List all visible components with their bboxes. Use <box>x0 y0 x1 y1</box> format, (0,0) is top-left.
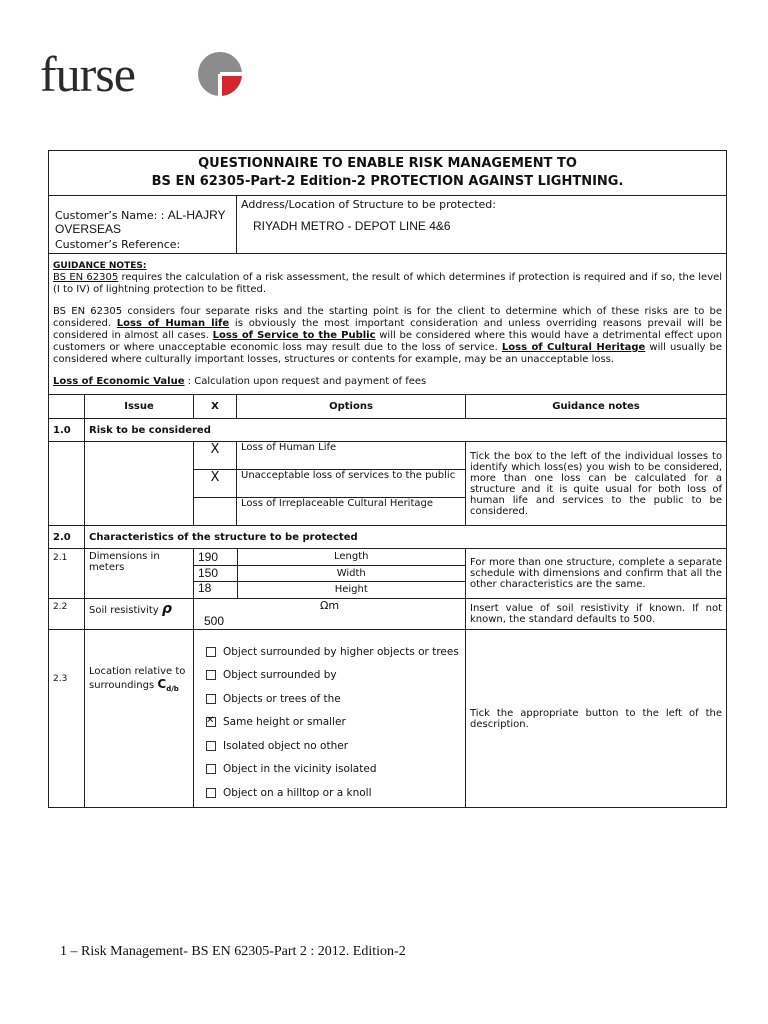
checkbox-icon[interactable] <box>206 764 216 774</box>
logo-circle-icon <box>196 50 244 98</box>
risk-option-2-mark[interactable]: X <box>194 470 237 498</box>
risk-option-3-mark[interactable] <box>194 498 237 526</box>
form-title-line1: QUESTIONNAIRE TO ENABLE RISK MANAGEMENT TO <box>198 156 577 171</box>
row-2-2-issue-cell <box>85 599 194 630</box>
header-num <box>49 395 85 419</box>
width-label: Width <box>237 566 465 582</box>
location-option-7[interactable]: Object on a hilltop or a knoll <box>206 781 461 805</box>
section-1-title: Risk to be considered <box>85 419 727 442</box>
location-option-6[interactable]: Object in the vicinity isolated <box>206 758 461 782</box>
width-value[interactable]: 150 <box>194 566 237 582</box>
customer-name-value[interactable]: AL-HAJRY OVERSEAS <box>55 208 226 236</box>
row-2-3-guidance: Tick the appropriate button to the left of the description. <box>466 630 727 808</box>
guidance-notes: GUIDANCE NOTES: BS EN 62305 requires the calculation of a risk assessment, the result of which determines if protection is required and if so, the level (I to IV) of lightning protection to be fitted. BS EN 62305 considers four separate risks and the starting point is for the client to determine which of these risks are to be considered. Loss of Human life is obviously the most important consideration and unless overriding reasons prevail will be considered in almost all cases. Loss of Service to the Public will be considered where this would have a detrimental effect upon customers or where unacceptable economic loss may result due to the loss of service. Loss of Cultural Heritage will usually be considered where culturally important losses, structures or contents for example, may be an unacceptable loss. Loss of Economic Value : Calculation upon request and payment of fees <box>49 254 727 395</box>
row-2-3-issue: Location relative to surroundings <box>89 666 186 691</box>
row-2-1-issue: Dimensions in meters <box>85 549 194 599</box>
c-subscript: d/b <box>166 685 179 693</box>
logo-wordmark: furse <box>40 46 135 102</box>
dimensions-table <box>194 549 465 598</box>
location-option-3[interactable]: Objects or trees of the <box>206 687 461 711</box>
address-label: Address/Location of Structure to be protected: <box>241 198 496 211</box>
location-option-4[interactable]: ✕ Same height or smaller <box>206 711 461 735</box>
height-value[interactable]: 18 <box>194 582 237 598</box>
section-2-row <box>49 526 727 549</box>
checkbox-icon[interactable] <box>206 694 216 704</box>
row-2-2-issue: Soil resistivity <box>89 605 159 616</box>
location-option-5[interactable]: Isolated object no other <box>206 734 461 758</box>
checkbox-icon[interactable] <box>206 647 216 657</box>
customer-reference-label: Customer’s Reference: <box>55 238 181 251</box>
page-footer: 1 – Risk Management- BS EN 62305-Part 2 : 2012. Edition-2 <box>60 944 406 959</box>
location-option-2[interactable]: Object surrounded by <box>206 664 461 688</box>
location-options <box>194 630 466 808</box>
form-title <box>49 151 727 196</box>
guidance-paragraph-3: Loss of Economic Value : Calculation upon request and payment of fees <box>53 376 427 387</box>
address-value[interactable]: RIYADH METRO - DEPOT LINE 4&6 <box>253 219 451 233</box>
risk-option-1-mark[interactable]: X <box>194 442 237 470</box>
row-2-3-issue-cell <box>85 630 194 808</box>
section-2-title: Characteristics of the structure to be protected <box>85 526 727 549</box>
row-2-2-guidance: Insert value of soil resistivity if known. If not known, the standard defaults to 500. <box>466 599 727 630</box>
customer-name-label: Customer’s Name: : <box>55 209 165 222</box>
risk-option-2-label: Unacceptable loss of services to the public <box>237 470 466 498</box>
checkbox-icon[interactable] <box>206 741 216 751</box>
header-issue: Issue <box>85 395 194 419</box>
questionnaire-form <box>48 150 727 808</box>
address-cell <box>237 196 727 254</box>
section-2-number: 2.0 <box>49 526 85 549</box>
section-1-number: 1.0 <box>49 419 85 442</box>
length-value[interactable]: 190 <box>194 549 237 566</box>
soil-unit-label: Ωm <box>319 599 340 612</box>
location-option-1[interactable]: Object surrounded by higher objects or trees <box>206 640 461 664</box>
guidance-heading: GUIDANCE NOTES <box>53 261 143 271</box>
height-label: Height <box>237 582 465 598</box>
section-1-row <box>49 419 727 442</box>
c-symbol: C <box>157 677 167 691</box>
row-2-2-number: 2.2 <box>49 599 85 630</box>
header-options: Options <box>237 395 466 419</box>
header-guidance: Guidance notes <box>466 395 727 419</box>
risk-option-3-label: Loss of Irreplaceable Cultural Heritage <box>237 498 466 526</box>
row-2-1-number: 2.1 <box>49 549 85 599</box>
row-2-3-number: 2.3 <box>49 630 85 808</box>
guidance-paragraph-1: BS EN 62305 requires the calculation of a risk assessment, the result of which determines if protection is required and if so, the level (I to IV) of lightning protection to be fitted. <box>53 272 723 295</box>
guidance-paragraph-2: BS EN 62305 considers four separate risks and the starting point is for the client to determine which of these risks are to be considered. Loss of Human life is obviously the most important consideration and unless overriding reasons prevail will be considered in almost all cases. Loss of Service to the Public will be considered where this would have a detrimental effect upon customers or where unacceptable economic loss may result due to the loss of service. Loss of Cultural Heritage will usually be considered where culturally important losses, structures or contents for example, may be an unacceptable loss. <box>53 306 723 365</box>
header-x: X <box>194 395 237 419</box>
checkbox-icon[interactable] <box>206 670 216 680</box>
risk-option-1-label: Loss of Human Life <box>237 442 466 470</box>
customer-info-cell <box>49 196 237 254</box>
length-label: Length <box>334 551 369 562</box>
rho-symbol: ρ <box>161 601 172 617</box>
soil-resistivity-value[interactable]: 500 <box>204 614 225 628</box>
section-1-guidance: Tick the box to the left of the individual losses to identify which loss(es) you wish to be considered, more than one loss can be calculated for a structure and it is quite usual for both loss of human life and services to the public to be considered. <box>466 442 727 526</box>
checkbox-checked-icon[interactable] <box>206 717 216 727</box>
form-title-line2: BS EN 62305-Part-2 Edition-2 PROTECTION AGAINST LIGHTNING. <box>151 174 624 189</box>
checkbox-icon[interactable] <box>206 788 216 798</box>
column-header-row <box>49 395 727 419</box>
row-2-1-guidance: For more than one structure, complete a separate schedule with dimensions and confirm that all the other characteristics are the same. <box>466 549 727 599</box>
